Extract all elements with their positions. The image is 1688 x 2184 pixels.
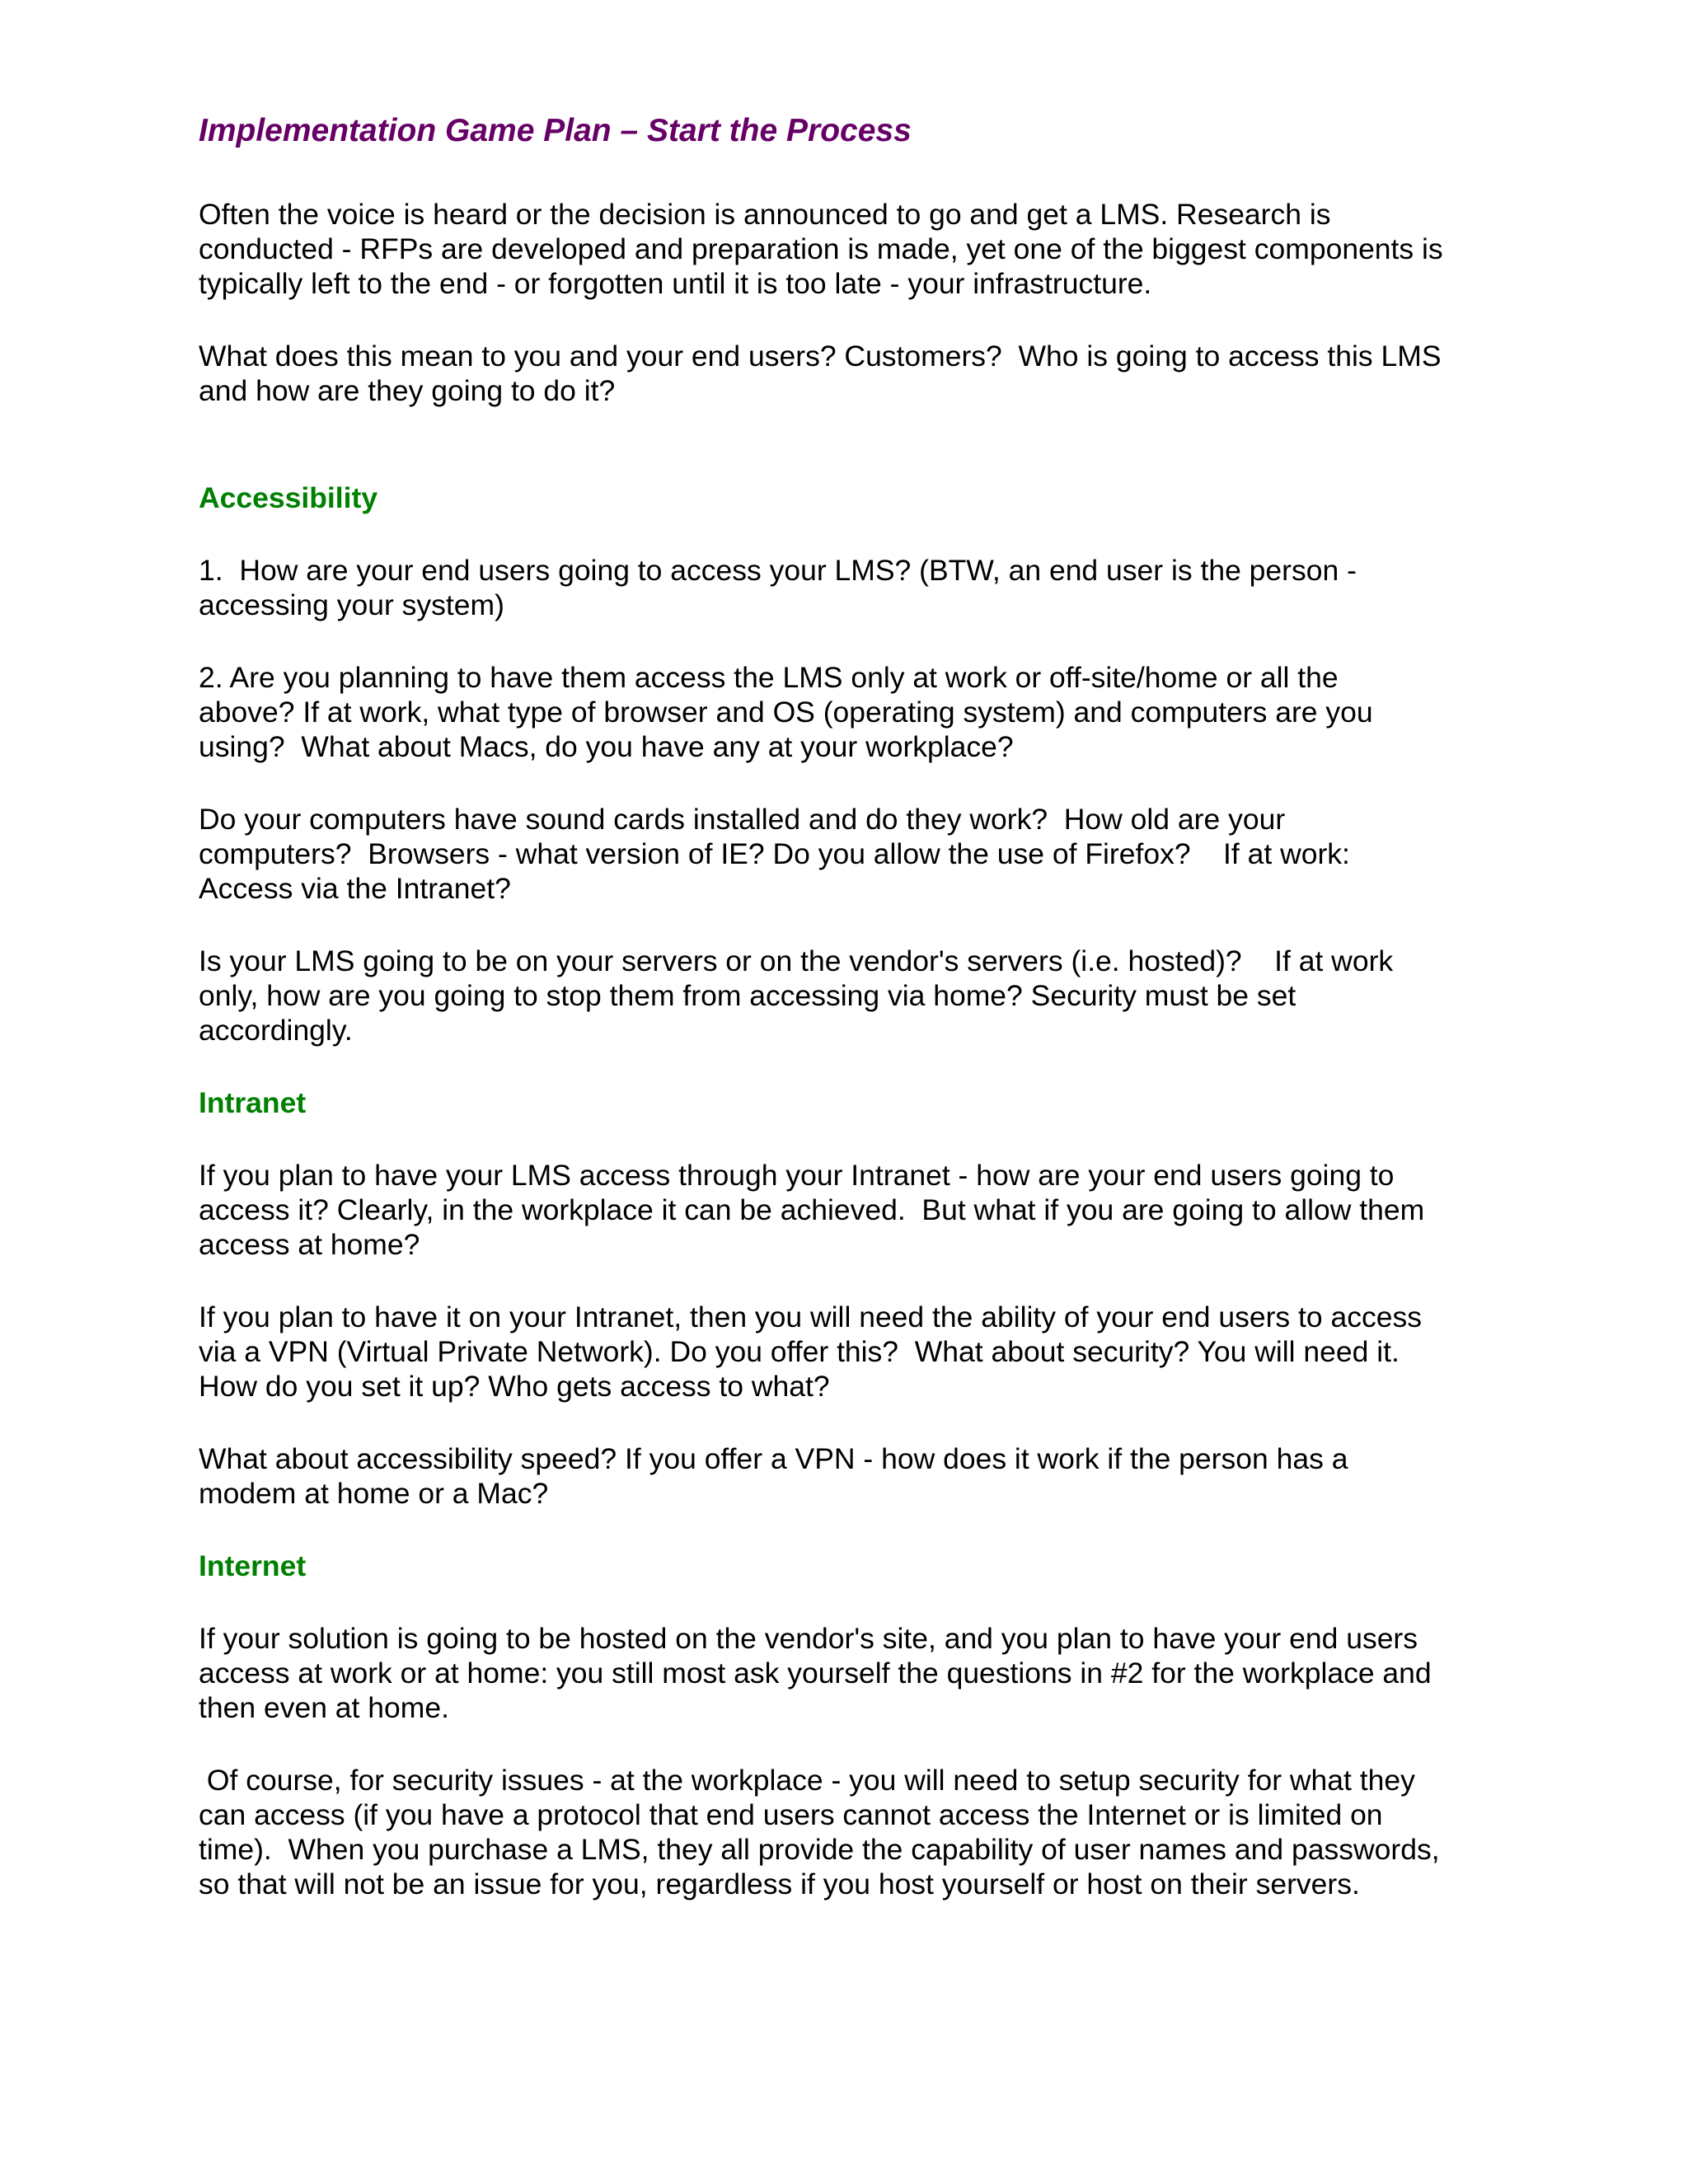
intro-paragraph: What does this mean to you and your end users? Customers? Who is going to access this LMS and how are they going to do it? [199,340,1442,407]
intranet-paragraph: If you plan to have your LMS access through your Intranet - how are your end users going to access it? Clearly, in the workplace it can be achieved. But what if you are going to allow them access at home? [199,1159,1425,1261]
intranet-heading: Intranet [199,1086,307,1119]
intranet-paragraph: What about accessibility speed? If you offer a VPN - how does it work if the person has a modem at home or a Mac? [199,1442,1348,1510]
accessibility-heading: Accessibility [199,481,378,514]
accessibility-paragraph: Do your computers have sound cards installed and do they work? How old are your computers? Browsers - what version of IE? Do you allow the use of Firefox? If at work: Access via the Intranet? [199,803,1350,905]
document-body [199,105,1501,1939]
internet-paragraph: Of course, for security issues - at the workplace - you will need to setup security for what they can access (if you have a protocol that end users cannot access the Internet or is limited on time). When you purchase a LMS, they all provide the capability of user names and passwords, so that will not be an issue for you, regardless if you host yourself or host on their servers. [199,1764,1440,1900]
intranet-paragraph: If you plan to have it on your Intranet, then you will need the ability of your end users to access via a VPN (Virtual Private Network). Do you offer this? What about security? You will need it. How do you set it up? Who gets access to what? [199,1301,1422,1403]
section-spacer [199,446,1501,480]
intro-paragraph: Often the voice is heard or the decision is announced to go and get a LMS. Research is conducted - RFPs are developed and preparation is made, yet one of the biggest components is typically left to the end - or forgotten until it is too late - your infrastructure. [199,198,1443,300]
accessibility-paragraph: 2. Are you planning to have them access the LMS only at work or off-site/home or all the above? If at work, what type of browser and OS (operating system) and computers are you using? What about Macs, do you have any at your workplace? [199,661,1373,763]
accessibility-paragraph: Is your LMS going to be on your servers or on the vendor's servers (i.e. hosted)? If at work only, how are you going to stop them from accessing via home? Security must be set accordingly. [199,944,1394,1047]
internet-paragraph: If your solution is going to be hosted on the vendor's site, and you plan to have your end users access at work or at home: you still most ask yourself the questions in #2 for the workplace and then even at home. [199,1622,1432,1724]
internet-heading: Internet [199,1549,307,1582]
accessibility-paragraph: 1. How are your end users going to access your LMS? (BTW, an end user is the person - accessing your system) [199,554,1357,621]
document-title: Implementation Game Plan – Start the Process [199,113,912,148]
